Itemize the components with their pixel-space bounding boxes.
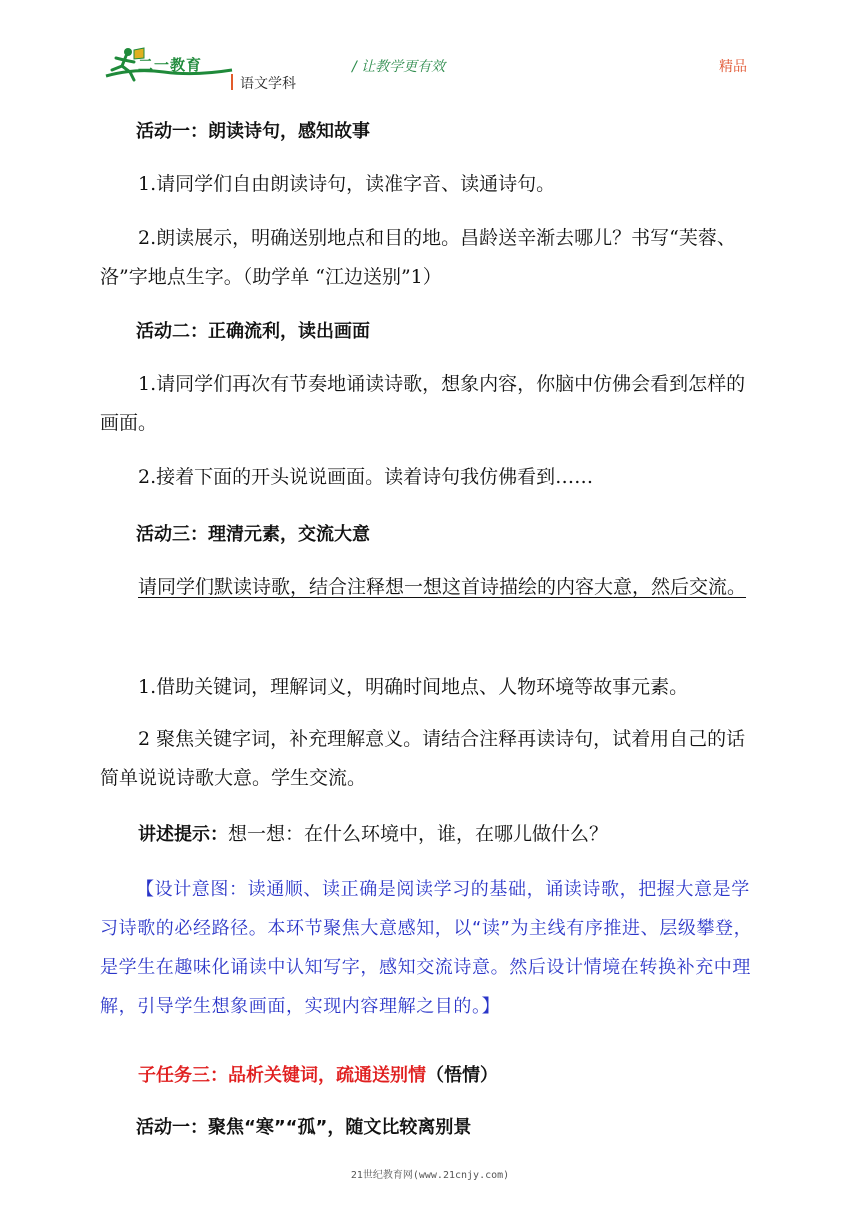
subtask3-heading-line bbox=[100, 1056, 760, 1095]
activity2-step1: 1.请同学们再次有节奏地诵读诗歌，想象内容，你脑中仿佛会看到怎样的画面。 bbox=[100, 373, 746, 434]
activity3-step2: 2 聚焦关键字词，补充理解意义。请结合注释再读诗句，试着用自己的话简单说说诗歌大意。学生交流。 bbox=[100, 728, 746, 789]
activity2-heading: 活动二：正确流利，读出画面 bbox=[136, 321, 370, 342]
activity1-step1: 1.请同学们自由朗读诗句，读准字音、读通诗句。 bbox=[138, 173, 556, 195]
logo-text: 二一教育 bbox=[138, 56, 203, 74]
subject-label: 语文学科 bbox=[240, 76, 296, 92]
activity3-intro: 请同学们默读诗歌，结合注释想一想这首诗描绘的内容大意，然后交流。 bbox=[138, 576, 747, 598]
activity3-heading: 活动三：理清元素，交流大意 bbox=[136, 524, 370, 545]
header-divider bbox=[231, 74, 233, 90]
subtask3-heading: 子任务三：品析关键词，疏通送别情 bbox=[138, 1065, 426, 1086]
page-header bbox=[0, 0, 860, 100]
hint-label: 讲述提示： bbox=[138, 824, 228, 845]
hint-text: 想一想：在什么环境中，谁，在哪儿做什么？ bbox=[228, 823, 609, 845]
slogan: / 让教学更有效 bbox=[352, 59, 446, 75]
activity1-step2: 2.朗读展示，明确送别地点和目的地。昌龄送辛渐去哪儿？书写“芙蓉、洛”字地点生字。（助学单 “江边送别”1） bbox=[100, 227, 736, 288]
activity3-step1: 1.借助关键词，理解词义，明确时间地点、人物环境等故事元素。 bbox=[138, 676, 689, 698]
activity2-step2: 2.接着下面的开头说说画面。读着诗句我仿佛看到…… bbox=[138, 466, 594, 488]
design-intent: 【设计意图：读通顺、读正确是阅读学习的基础，诵读诗歌，把握大意是学习诗歌的必经路径。本环节聚焦大意感知，以“读”为主线有序推进、层级攀登，是学生在趣味化诵读中认知写字，感知交流诗意。然后设计情境在转换补充中理解，引导学生想象画面，实现内容理解之目的。】 bbox=[100, 879, 753, 1017]
page-footer: 21世纪教育网(www.21cnjy.com) bbox=[350, 1170, 510, 1181]
hint-paragraph bbox=[100, 815, 760, 854]
activity4-heading: 活动一：聚焦“寒”“孤”，随文比较离别景 bbox=[136, 1117, 472, 1138]
subtask3-tag: （悟情） bbox=[426, 1065, 498, 1086]
activity1-heading: 活动一：朗读诗句，感知故事 bbox=[136, 121, 370, 142]
premium-badge: 精品 bbox=[719, 59, 747, 75]
